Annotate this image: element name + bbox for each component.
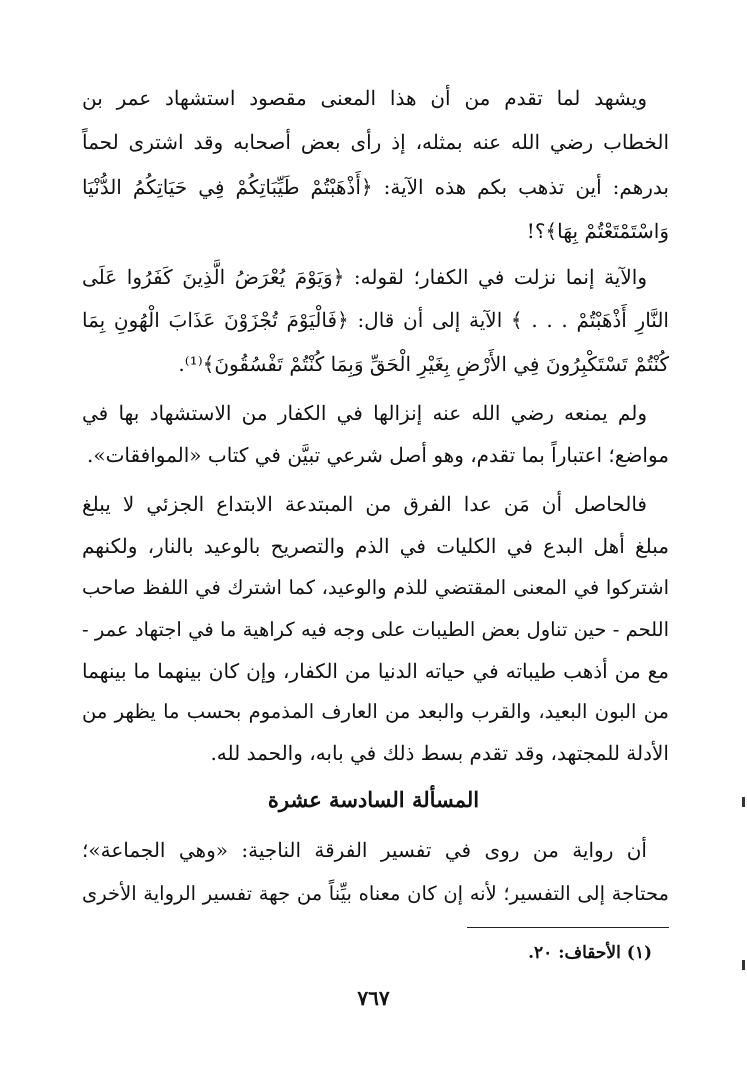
- footnote: (١) الأحقاف: ٢٠.: [528, 943, 652, 963]
- paragraph-2-line-1: والآية إنما نزلت في الكفار؛ لقوله: ﴿وَيَوْمَ يُعْرَضُ الَّذِينَ كَفَرُوا عَلَى: [82, 265, 647, 289]
- footnote-divider: [467, 927, 669, 928]
- paragraph-1-line-1: ويشهد لما تقدم من أن هذا المعنى مقصود استشهاد عمر بن: [82, 86, 647, 110]
- paragraph-4-line-1: فالحاصل أن مَن عدا الفرق من المبتدعة الابتداع الجزئي لا يبلغ: [82, 492, 647, 516]
- page-number: ٧٦٧: [357, 986, 390, 1010]
- paragraph-1-line-2: الخطاب رضي الله عنه بمثله، إذ رأى بعض أصحابه وقد اشترى لحماً: [82, 130, 669, 154]
- paragraph-3-line-2: مواضع؛ اعتباراً بما تقدم، وهو أصل شرعي تبيَّن في كتاب «الموافقات».: [87, 443, 669, 467]
- paragraph-5-line-1: أن رواية من روى في تفسير الفرقة الناجية: «وهي الجماعة»؛: [82, 838, 647, 862]
- paragraph-2-line-2: النَّارِ أَذْهَبْتُمْ . . . ﴾ الآية إلى أن قال: ﴿فَالْيَوْمَ تُجْزَوْنَ عَذَابَ الْهُونِ بِمَا: [82, 308, 669, 332]
- paragraph-1-line-4: وَاسْتَمْتَعْتُمْ بِهَا﴾؟!: [526, 219, 669, 243]
- section-heading: المسألة السادسة عشرة: [267, 787, 480, 812]
- scan-mark: [742, 797, 745, 807]
- paragraph-4-line-5: مع من أذهب طيباته في حياته الدنيا من الكفار، وإن كان بينهما ما بينهما: [82, 659, 669, 683]
- paragraph-4-line-7: الأدلة للمجتهد، وقد تقدم بسط ذلك في بابه، والحمد لله.: [210, 741, 669, 765]
- paragraph-4-line-4: اللحم - حين تناول بعض الطيبات على وجه فيه كراهية ما في اجتهاد عمر -: [82, 618, 669, 641]
- scan-mark: [742, 960, 745, 970]
- paragraph-4-line-3: اشتركوا في المعنى المقتضي للذم والوعيد، كما اشترك في اللفظ صاحب: [82, 576, 669, 599]
- paragraph-1-line-3: بدرهم: أين تذهب بكم هذه الآية: ﴿أَذْهَبْتُمْ طَيِّبَاتِكُمْ فِي حَيَاتِكُمُ الدُّنْيَا: [82, 175, 669, 199]
- paragraph-4-line-2: مبلغ أهل البدع في الكليات في الذم والتصريح بالوعيد بالنار، ولكنهم: [82, 534, 669, 558]
- paragraph-5-line-2: محتاجة إلى التفسير؛ لأنه إن كان معناه بيِّناً من جهة تفسير الرواية الأخرى: [82, 882, 669, 905]
- paragraph-2-line-3: كُنْتُمْ تَسْتَكْبِرُونَ فِي الأَرْضِ بِغَيْرِ الْحَقِّ وَبِمَا كُنْتُمْ تَفْسُقُونَ﴾⁽¹⁾.: [178, 352, 669, 376]
- paragraph-3-line-1: ولم يمنعه رضي الله عنه إنزالها في الكفار من الاستشهاد بها في: [82, 401, 647, 425]
- paragraph-4-line-6: من البون البعيد، والقرب والبعد من العارف المذموم بحسب ما يظهر من: [82, 700, 669, 723]
